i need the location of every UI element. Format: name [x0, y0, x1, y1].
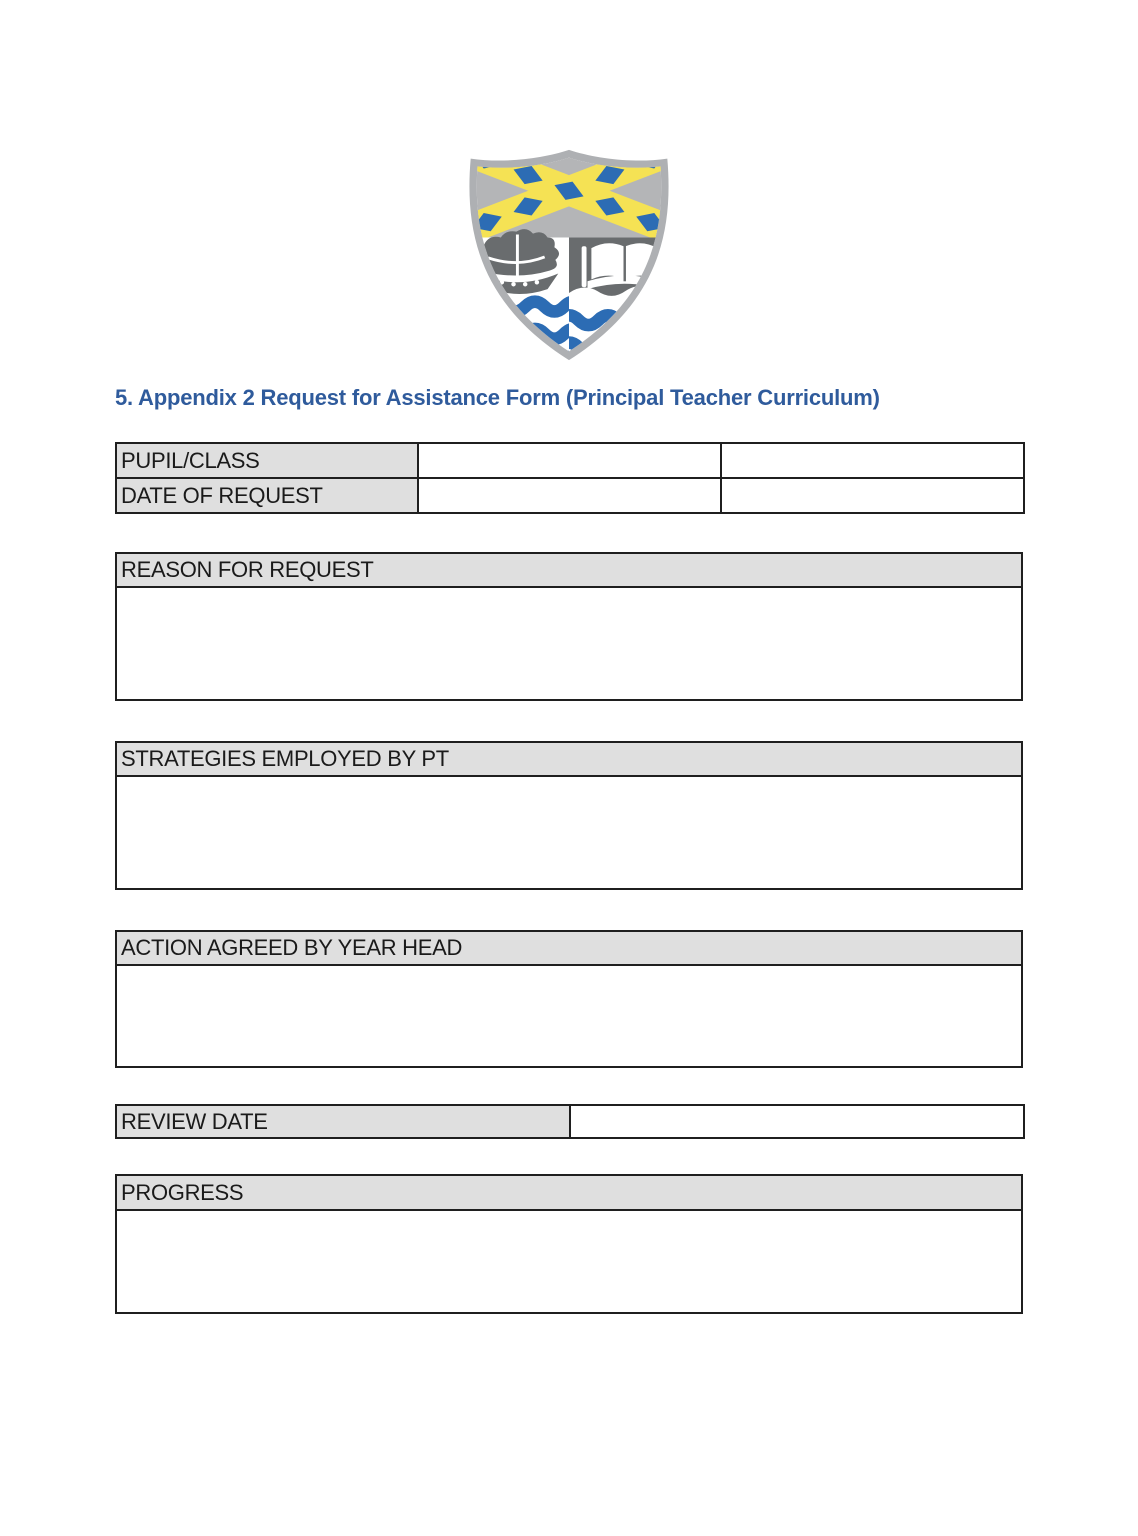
strategies-employed-field[interactable] — [116, 776, 1022, 889]
review-date-table — [115, 1104, 1025, 1139]
review-date-label: REVIEW DATE — [116, 1105, 570, 1138]
reason-for-request-label: REASON FOR REQUEST — [116, 553, 1022, 587]
action-agreed-section — [115, 930, 1023, 1068]
action-agreed-label: ACTION AGREED BY YEAR HEAD — [116, 931, 1022, 965]
progress-section — [115, 1174, 1023, 1314]
table-row-pupil-class — [116, 443, 1024, 478]
progress-label: PROGRESS — [116, 1175, 1022, 1210]
table-row-review-date — [116, 1105, 1024, 1138]
crest-ship — [478, 229, 559, 294]
school-crest-svg — [457, 145, 681, 365]
action-agreed-field[interactable] — [116, 965, 1022, 1067]
progress-field[interactable] — [116, 1210, 1022, 1313]
pupil-info-table — [115, 442, 1025, 514]
date-of-request-label: DATE OF REQUEST — [116, 478, 418, 513]
school-crest-logo — [457, 145, 681, 370]
table-row-date-of-request — [116, 478, 1024, 513]
reason-for-request-section — [115, 552, 1023, 701]
date-of-request-field-1[interactable] — [418, 478, 721, 513]
reason-for-request-field[interactable] — [116, 587, 1022, 700]
strategies-employed-label: STRATEGIES EMPLOYED BY PT — [116, 742, 1022, 776]
pupil-class-field-1[interactable] — [418, 443, 721, 478]
pupil-class-label: PUPIL/CLASS — [116, 443, 418, 478]
date-of-request-field-2[interactable] — [721, 478, 1024, 513]
review-date-field[interactable] — [570, 1105, 1024, 1138]
page-title: 5. Appendix 2 Request for Assistance Form (Principal Teacher Curriculum) — [115, 385, 880, 410]
pupil-class-field-2[interactable] — [721, 443, 1024, 478]
strategies-employed-section — [115, 741, 1023, 890]
